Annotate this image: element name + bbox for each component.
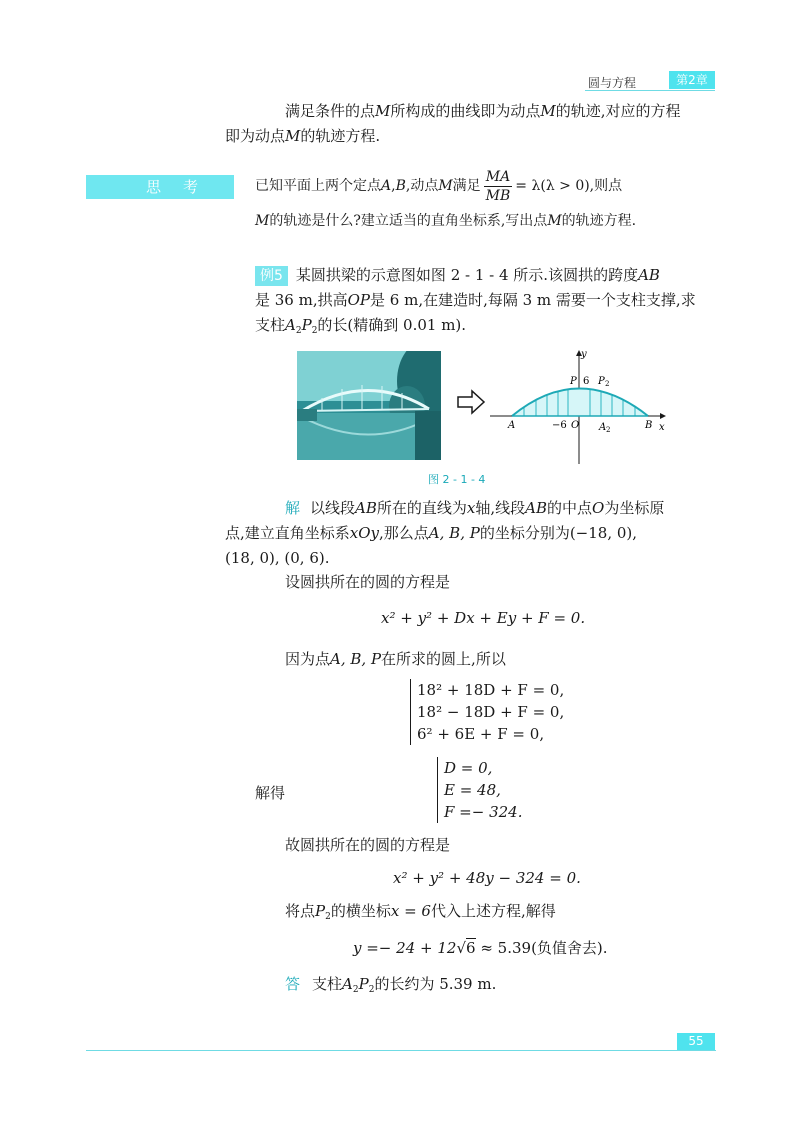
intro-paragraph: 满足条件的点M所构成的曲线即为动点M的轨迹,对应的方程 即为动点M的轨迹方程. xyxy=(225,102,681,145)
think-question: 已知平面上两个定点 A , B ,动点 M 满足 $\frac{MA}{MB}$ = λ(λ > 0),则点 M的轨迹是什么?建立适当的直角坐标系,写出点M的轨迹方程. xyxy=(255,168,637,229)
page-number: 55 xyxy=(677,1033,715,1050)
system-eq-1: 18² + 18D + F = 0, xyxy=(417,681,565,699)
think-label: 思考 xyxy=(86,175,234,199)
solution-step-3: 故圆拱所在的圆的方程是 xyxy=(285,836,451,854)
equation-circle: x² + y² + 48y − 324 = 0. xyxy=(393,869,581,887)
solved-label: 解得 xyxy=(255,784,286,802)
point-A2-label: A xyxy=(599,422,607,433)
equation-result: y =− 24 + 12√6 ≈ 5.39(负值舍去). xyxy=(353,939,608,957)
x-axis-label: x xyxy=(659,422,665,433)
example-badge: 例5 xyxy=(255,266,288,286)
system-eq-2: 18² − 18D + F = 0, xyxy=(417,703,565,721)
origin-label: O xyxy=(571,420,580,431)
example-5: 例5 某圆拱梁的示意图如图 2 - 1 - 4 所示.该圆拱的跨度AB 是 36 m,拱高OP是 6 m,在建造时,每隔 3 m 需要一个支柱支撑,求 支柱$A_2P_2$的长(精确到 0.01 m). xyxy=(255,266,696,336)
point-A-label: A xyxy=(508,420,516,431)
header-rule xyxy=(585,90,715,91)
value-D: D = 0, xyxy=(444,759,493,777)
value-F: F =− 324. xyxy=(444,803,523,821)
arch-diagram xyxy=(490,348,670,464)
point-P2-sub: 2 xyxy=(605,380,610,388)
system-eq-3: 6² + 6E + F = 0, xyxy=(417,725,545,743)
arrow-icon xyxy=(456,389,486,415)
solution-values xyxy=(437,757,522,823)
height-label: 6 xyxy=(583,376,590,387)
neg6-label: −6 xyxy=(552,420,567,431)
solution-step-4: 将点$P_2$的横坐标x = 6代入上述方程,解得 xyxy=(285,902,556,922)
ratio-fraction: $\frac{MA}{MB}$ xyxy=(485,168,511,204)
y-axis-label: y xyxy=(581,349,587,360)
running-head-section: 圆与方程 xyxy=(588,76,637,90)
solution-step-1: 设圆拱所在的圆的方程是 xyxy=(285,573,451,591)
point-P-label: P xyxy=(570,376,577,387)
system-of-equations xyxy=(410,679,564,745)
answer-label: 答 xyxy=(285,975,301,993)
point-P2-label: P xyxy=(598,376,605,387)
bridge-photo xyxy=(297,351,441,460)
equation-general: x² + y² + Dx + Ey + F = 0. xyxy=(381,609,586,627)
solution-label: 解 xyxy=(285,499,301,517)
point-B-label: B xyxy=(645,420,653,431)
footer-rule xyxy=(86,1050,716,1051)
point-A2-sub: 2 xyxy=(606,426,611,434)
value-E: E = 48, xyxy=(444,781,501,799)
answer-line: 答 支柱$A_2P_2$的长约为 5.39 m. xyxy=(285,975,497,995)
running-head-chapter: 第2章 xyxy=(669,71,715,89)
solution-intro: 解 以线段AB所在的直线为x轴,线段AB的中点O为坐标原 点,建立直角坐标系xOy,那么点A, B, P的坐标分别为(−18, 0), (18, 0), (0, 6). xyxy=(225,499,665,567)
figure-caption: 图 2 - 1 - 4 xyxy=(428,473,486,486)
solution-step-2: 因为点A, B, P在所求的圆上,所以 xyxy=(285,650,506,668)
